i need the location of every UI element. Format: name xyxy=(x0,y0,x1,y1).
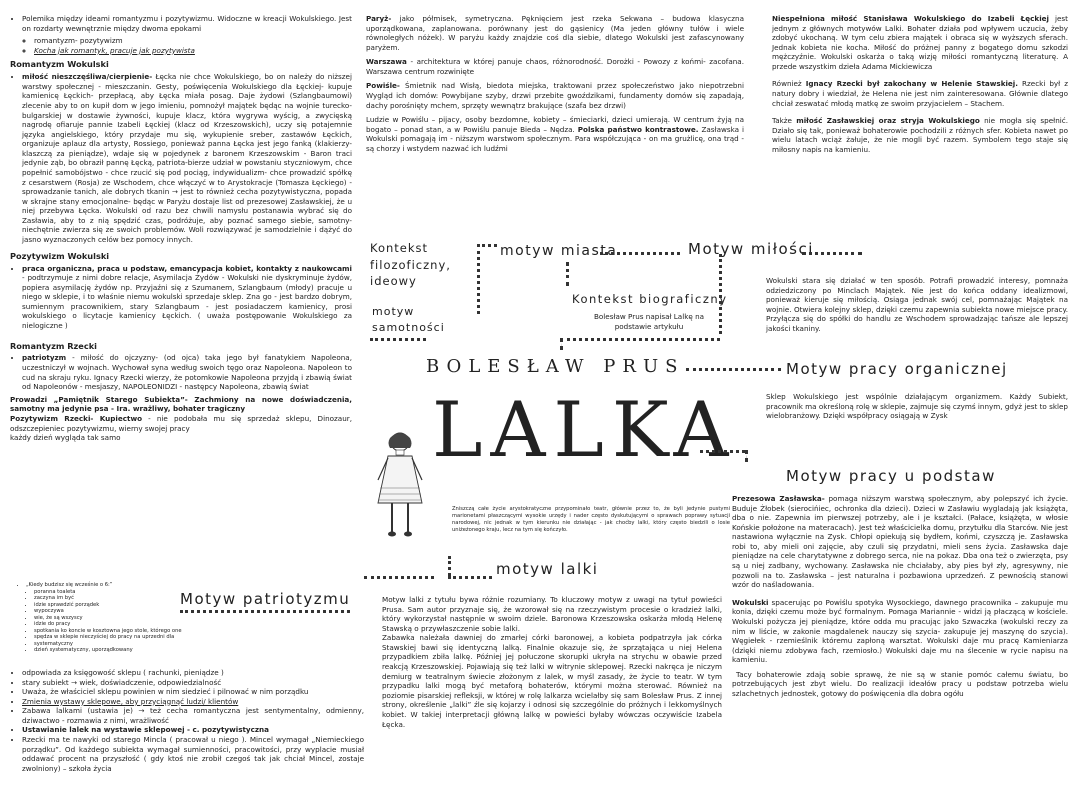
izabela-lead: Niespełniona miłość Stanisława Wokulskiego do Izabeli Łęckiej xyxy=(772,14,1050,23)
bio-text: Bolesław Prus napisał Lalkę na podstawie artykułu xyxy=(593,312,705,331)
bottom-list xyxy=(10,668,364,773)
day-item: • spędza w sklepie nieczyściej do pracy na uprzedni dla xyxy=(34,634,186,641)
warszawa-paragraph xyxy=(366,57,744,76)
right-top xyxy=(772,14,1068,160)
doll-illustration xyxy=(370,428,430,548)
bottom-item: • odpowiada za księgowość sklepu ( rachunki, pieniądze ) xyxy=(22,668,364,678)
stryj-lead: miłość Zasławskiej oraz stryja Wokulskiego xyxy=(796,116,980,126)
rzecki-love-lead: Ignacy Rzecki był zakochany w Helenie Stawskiej. xyxy=(805,79,1019,89)
day-item: • systematyczny xyxy=(34,641,186,648)
day-item: • dzień systematyczny, uporządkowany xyxy=(34,647,186,654)
ludzie-paragraph xyxy=(366,115,744,153)
right-bottom xyxy=(732,494,1068,704)
bottom-item: • stary subiekt → wiek, doświadczenie, odpowiedzialność xyxy=(22,678,364,688)
day-item: • „Kiedy budzisz się wcześnie o 6:” xyxy=(26,582,186,589)
patriotyzm-line xyxy=(180,610,350,613)
bio-line-bottom xyxy=(560,338,720,341)
lalki-hline-left xyxy=(364,576,434,579)
rzecki-poz-text: - nie podobała mu się sprzedaż sklepu, Dinozaur, odszczepieniec pozytywizmu, wierny swojej pracy xyxy=(10,413,352,433)
motyw-pracy-u-podstaw-label: Motyw pracy u podstaw xyxy=(786,467,996,485)
rzecki-love-paragraph xyxy=(772,79,1068,108)
day-item: • idzie do pracy xyxy=(34,621,186,628)
lalki-hline xyxy=(448,576,492,579)
intro-bullet: • Polemika między ideami romantyzmu i pozytywizmu. Widoczne w kreacji Wokulskiego. Jest on rozdarty wewnętrznie między dwoma epokami xyxy=(22,14,352,33)
top-connector xyxy=(566,262,569,286)
motyw-samotnosci: motyw samotności xyxy=(372,305,445,334)
day-item: • wie, że są wszyscy xyxy=(34,615,186,622)
rzecki-lead: patriotyzm xyxy=(22,353,67,363)
stryj-pre: Także xyxy=(772,116,792,126)
title-vline xyxy=(745,450,748,462)
romantyzm-text: Łęcka nie chce Wokulskiego, bo on należy do niższej warstwy społecznej - mieszczanin. Gesty, poświęcenia Wokulskiego dla Łęckiej- kupuje kamienicę Łęckich- przepłacą, aby Łęcka miała posag. Daje żydowi (Szlangbaumowi) zlecenie aby to on kupił dom w jego imieniu, pomnożył majątek będąc na wojnie turecko- bulgarskiej w dostawie żywności, kupuje klacz, która wygrywa wyścig, a zwycięską nagrodę ofiaruje pannie Izabeli Łęckiej (klacz od Krzeszowskich), uczy się potajemnie języka angielskiego, który przydaje mu się, wykupienie sreber, zastawów Łęckich, organizuje aplauz dla artysty, Rossiego, ponieważ panna Łęcka jest jego fanką (klakierzy- klaszczą za pieniądze), wdaje się w pojedynek z baronem Krzeszowskim - Baron traci jedynie ząb, bo obraził pannę Łęcką, patriota-bierze udział w powstaniu styczniowym, chce popełnić samobójstwo - chce rzucić się pod pociąg, indywidualizm- chce prowadzić spółkę z cesarstwem (Rosja) ze Wschodem, chce włączyć w to Arystokracje (Tomasza Łęckiego) - sprowadzanie tanich, ale dobrych tkanin → jest to również cecha pozytywistyczna, popada w skrajne stany emocjonalne- będąc w Paryżu dostaje list od prezesowej Zasławskiej, że u niej przebywa Łęcka. Wokulski od razu bez chwili namysłu postanawia wybrać się do Zasławia, aby to z nią spędzić czas, podróżuje, aby poznać samego siebie, samotny- niechętnie zwierza się ze swoich problemów. Woli rozwiązywać je samodzielnie i dążyć do jasno wyznaczonych celów bez pomocy innych. xyxy=(22,72,352,245)
prezesowa-paragraph xyxy=(732,494,1068,590)
bio-line-right xyxy=(719,254,722,334)
day-item: • poranna toaleta xyxy=(34,589,186,596)
milosci-line xyxy=(802,252,862,255)
motyw-pracy-organicznej-label: Motyw pracy organicznej xyxy=(786,360,1008,378)
author-line xyxy=(686,368,781,371)
filo-line xyxy=(477,244,480,314)
samotnosci-line xyxy=(370,338,426,341)
final-paragraph: Tacy bohaterowie zdają sobie sprawę, że nie są w stanie pomóc całemu światu, bo potrzebujących jest zbyt wielu. Do realizacji ideałów pracy u podstaw potrzeba wielu szlachetnych jednostek, gotowy do poświęcenia dla dobra ogółu xyxy=(732,669,1068,698)
left-column xyxy=(10,14,352,443)
pozytywizm-lead: praca organiczna, praca u podstaw, emancypacja kobiet, kontakty z naukowcami xyxy=(22,263,352,273)
wokulski-paragraph xyxy=(732,598,1068,665)
doll-text: Zniszczą całe życie arystokratyczne przypominało teatr, głównie przez to, że byli jedynie pustymi marionetami płaszczącymi wysokie urzędy i nader często dyskutującymi o sprawach poprawy sytuacji narodowej, nic jednak w tym kierunku nie działając - jak choćby lalki, który często biedzili o losie uniżeżonego kraju, lecz na tym się kończyło. xyxy=(452,506,730,534)
paryz-paragraph xyxy=(366,14,744,52)
rzecki-poz-lead: Pozytywizm Rzecki- Kupiectwo xyxy=(10,413,143,423)
motyw-patriotyzmu-label: Motyw patriotyzmu xyxy=(180,590,351,608)
kontekst-filozoficzny: Kontekst filozoficzny, ideowy xyxy=(370,241,451,289)
lalki-vline xyxy=(448,556,451,576)
ludzie-text: Ludzie w Powiślu – pijacy, osoby bezdomne, kobiety – śmieciarki, dzieci umierają. W centrum żyją na bogato – ponad stan, a w Powiślu panuje Bieda – Nędza. xyxy=(366,115,744,134)
rzecki-item xyxy=(22,353,352,391)
bio-line-down xyxy=(560,338,563,350)
motyw-milosci-label: Motyw miłości xyxy=(688,240,814,258)
day-intro: każdy dzień wygląda tak samo xyxy=(10,433,121,443)
miasta-line-left xyxy=(477,244,497,247)
rzecki-text: - miłość do ojczyzny- (od ojca) taka jego był fanatykiem Napoleona, uczestniczył w wojnach. Wychował syna według swoich tęgo oraz Napoleona. Napoleon to cud na skraju ryku. Ignacy Rzecki wierzy, że potomkowie Napoleona przyjdą i zbawią świat od Napoleonów - mesjaszy, NAPOLEONIDZI - następcy Napoleona, zbawią świat xyxy=(22,353,352,392)
motyw-lalki-label: motyw lalki xyxy=(496,560,599,578)
mincel-text: • Rzecki ma te nawyki od starego Mincla ( pracował u niego ). Mincel wymagał „Niemieckiego porządku”. Od każdego subiekta wymagał sumienności, pracowitości, przy wyplacie musiał oddawać procent na przyszłość ( gdy ktoś nie zrobił czegoś tak jak chciał Mincel, zostaje zwolniony) – szkoła życia xyxy=(22,735,364,773)
warszawa-lead: Warszawa xyxy=(366,57,407,67)
bottom-item: • Zmienia wystawy sklepowe, aby przyciągnąć ludzi/ klientów xyxy=(22,697,364,707)
paryz-text: jako półmisek, symetryczna. Pęknięciem jest rzeka Sekwana – budowa klasyczna uporządkowana, zaplanowana. porównany jest do gąsienicy (Ma jeden główny tułów i wiele równoległych nóżek). W paryżu każdy znajdzie coś dla siebie, dlatego Wokulski jest zafascynowany paryżem. xyxy=(366,14,744,52)
author-name: BOLESŁAW PRUS xyxy=(426,356,685,377)
lalki-section xyxy=(382,595,722,734)
rzecki-poz xyxy=(10,414,352,433)
kontrast-text: Zasławska i Wokulski pomagają im - niższym warstwom społecznym. Para współczująca - on ma grużlicę, ona trąd - są chorzy i wstydem nazwać ich ludźmi xyxy=(366,124,744,153)
powisle-lead: Powiśle- xyxy=(366,81,400,91)
rzecki-love-text: Rzecki był z natury dobry i wiedział, że Helena nie jest nim zainteresowana. Głównie dlatego chciał zeswatać młodą matkę ze swoim przyjacielem – Stachem. xyxy=(772,79,1068,108)
izabela-paragraph xyxy=(772,14,1068,71)
romantyzm-heading: Romantyzm Wokulski xyxy=(10,59,109,70)
day-list xyxy=(14,582,186,654)
romantyzm-item xyxy=(22,72,352,244)
intro-sub-1: ◦ romantyzm- pozytywizm xyxy=(34,36,352,46)
book-title: LALKA xyxy=(432,385,737,474)
pozytywizm-heading: Pozytywizm Wokulski xyxy=(10,250,110,261)
motyw-miasta-label: motyw miasta xyxy=(500,243,618,259)
lalki-p1: Motyw lalki z tytułu bywa różnie rozumiany. To kluczowy motyw z uwagi na tytuł powieści Prusa. Sam autor przyznaje się, że wzorował się na rzeczywistym procesie o kradzież lalki, który wykorzystał następnie w swoim dziele. Baronowa Krzeszowska oskarża młodą Helenę Stawską o przywłaszczenie sobie lalki. xyxy=(382,595,722,633)
rzecki-heading: Romantyzm Rzecki xyxy=(10,340,97,351)
pozytywizm-text: - podtrzymuje z nimi dobre relacje, Asymilacja Żydów - Wokulski nie dyskryminuje żydów, popiera asymilację żydów np. Przyjaźni się z Szumanem, Szlangbaum (młody) pracuje u niego w sklepie, i to właśnie niemu wokulski sprzedaje sklep. Zna go - jest bardzo dobrym, sumiennym pracownikiem, stary Szlangbaum - jest posiadaczem kamienicy, prosi wokulskiego o licytacje kamienicy Łęckich. ( uważa postępowanie Wokulskiego za nielogiczne ) xyxy=(22,273,352,330)
day-item: • zaczyna im być xyxy=(34,595,186,602)
warszawa-text: - architektura w której panuje chaos, różnorodność. Dorożki - Powozy z końmi- zacofana. Warszawa centrum rozwinięte xyxy=(366,57,744,76)
paryz-lead: Paryż- xyxy=(366,14,392,23)
pamietnik-text: Prowadzi „Pamiętnik Starego Subiekta”- Zachmiony na nowe doświadczenia, samotny ma jedynie psa - Ira. wrażliwy, bohater tragiczny xyxy=(10,394,352,414)
stara-paragraph: Wokulski stara się działać w ten sposób. Potrafi prowadzić interesy, pomnaża odziedziczony po Minclach Majątek. Nie jest do końca oddany idealizmowi, ponieważ kieruje się miłością. Osiąga jednak swój cel, pomnażając Majątek na wojnie. Otwiera kolejny sklep, dzięki czemu zapewnia subiekta nowe miejsce pracy. Przyłącza się do spółki do handlu ze Wschodem sprowadzając tańsze ale lepszej jakości tkaniny. xyxy=(766,276,1068,333)
title-line xyxy=(700,450,745,453)
prezesowa-lead: Prezesowa Zasławska- xyxy=(732,494,825,503)
middle-top xyxy=(366,14,744,159)
lalki-bullet: • Ustawianie lalek na wystawie sklepowej - c. pozytywistyczna xyxy=(22,725,364,735)
kontekst-biograficzny: Kontekst biograficzny xyxy=(572,292,728,306)
bottom-item: • Zabawa lalkami (ustawia je) → też cecha romantyczna jest sentymentalny, odmienny, dziwactwo - rozmawia z nimi, wrażliwość xyxy=(22,706,364,725)
powisle-text: Śmietnik nad Wisłą, biedota miejska, traktowani przez społeczeństwo jako niepotrzebni Wygląd ich domów: Powybijane szyby, drzwi przebite gwoździkami, fundamenty domów się zapadają, dachy porośnięty mchem, sprzęty wewnątrz brakujące (szafa bez drzwi) xyxy=(366,81,744,110)
rzecki-love-pre: Również xyxy=(772,79,802,89)
lalki-p2: Zabawka należała dawniej do zmarłej córki baronowej, a kobieta podpatrzyła jak córka Stawskiej bawi się identyczną lalką. Finalnie okazuje się, że sprzątająca u niej Helena przypadkiem zbiła lalkę. Później jej połuczone skorupki ukryła na strychu w obawie przed reakcją Krzeszowskiej. Pojawiają się też lalki w witrynie sklepowej. Rzecki nakręca je niczym demiurg w teatralnym świecie złożonym z lalek, w myśl zasady, że życie to teatr. W tym przypadku lalki mogą być metaforą bohaterów, którymi można sterować. Również na poziomie pisarskiej refleksji, w której w rolę lalkarza wcielałby się sam Bolesław Prus. Z innej strony, określenie „lalki” źle się kojarzy i odnosi się szczególnie do próżnych i lekkomyślnych kobiet. W takiej interpretacji główną lalkę w powieści byłaby wówczas oczywiście Izabela Łęcka. xyxy=(382,633,722,729)
bottom-item: • Uważa, że właściciel sklepu powinien w nim siedzieć i pilnować w nim porządku xyxy=(22,687,364,697)
day-item: • idzie sprawdzić porządek xyxy=(34,602,186,609)
prezesowa-text: pomaga niższym warstwą społecznym, aby polepszyć ich życie. Buduje Żłobek (sierocińiec, ochronka dla dzieci). Dzieci w Zasławiu wygladają jak książęta, dba o nie. Zapewnia im pierwszej potrzeby, ale i je kształci. (Pałace, książęta, w włosie Końskie położone na materacach). Jest też właścicielka domu, przytułku dla Starców. Nie jest nastawiona wyłącznie na Zysk. Chłopi opiekują się bydłem, końmi, czyszczą je. Zasławska robi to, aby mieli oni zajęcie, aby czuli się przydatni, mieli sens życia. Zasławska daje pieniądze na cele charytatywne z dobrego serca, nie na pokaz. Dba ona też o zwierzęta, psy są u niej zadbany, wychowany. Zasławska nie chciałaby, aby pies był zły, agresywny, nie pozwoli na to. Zasławska – jest naturalna i pozbawiona uprzedzeń. Z pewnością stanowi wzór do naśladowania. xyxy=(732,494,1068,590)
kontrast-lead: Polska państwo kontrastowe. xyxy=(577,124,699,134)
miasta-line-right xyxy=(600,252,680,255)
powisle-paragraph xyxy=(366,81,744,110)
intro-sub-2: ◦ Kocha jak romantyk, pracuje jak pozytywista xyxy=(34,46,352,56)
pozytywizm-item xyxy=(22,264,352,331)
wokulski-lead: Wokulski xyxy=(732,597,769,607)
wokulski-text: spacerując po Powiślu spotyka Wysockiego, dawnego pracownika – zakupuje mu konia, dzięki czemu może być formalnym. Pomaga Mariannie - widzi ją płaczącą w kościele. Wokulski pożycza jej pieniądze, które odda mu pracując jako Szwaczka (wokulski reczy za nim w liście, w zakonie magdalenek nauczy się szycia- zakupuje jej maszynę do szycia). Węgiełek - rzemieślnik któremu zapłoną warsztat. Wokulski daje mu pracę Kamieniarza (dzięki niemu zdobywa fach, rzemiosło.) Wokulski daje mu na ślecenie w rycie napisu na kamieniu. xyxy=(732,597,1068,665)
izabela-text: jest jednym z głównych motywów Lalki. Bohater działa pod wpływem uczucia, żeby zdobyć ukochaną. W tym celu zbiera majątek i obraca się w wyższych sferach. Jednak kobieta nie kocha. Miłość do próżnej panny z bogatego domu szkodzi mężczyźnie. Wokulski oskarża o taką wizję miłości romantyczną literaturę. A przede wszystkim dzieła Adama Mickiewicza xyxy=(772,14,1068,71)
stryj-text: nie mogła się spełnić. Działo się tak, ponieważ bohaterowie pochodzili z różnych sfer. Kobieta nawet po wielu latach wciąż żałuje, że nie mogli być razem. Symbolem tego staje się miłosny napis na kamieniu. xyxy=(772,116,1068,154)
romantyzm-lead: miłość nieszczęśliwa/cierpienie- xyxy=(22,72,153,82)
day-item: • spotkania ko koncie w kosztowna jego stole, którego one xyxy=(34,628,186,635)
sklep-paragraph: Sklep Wokulskiego jest wspólnie działającym organizmem. Każdy Subiekt, pracownik ma określoną rolę w sklepie, zajmuje się czymś innym, gdyż jest to sklep wielobranżowy. Dzięki współpracy osiągają w Zysk xyxy=(766,392,1068,421)
stryj-paragraph xyxy=(772,116,1068,154)
day-item: • wypoczywa xyxy=(34,608,186,615)
